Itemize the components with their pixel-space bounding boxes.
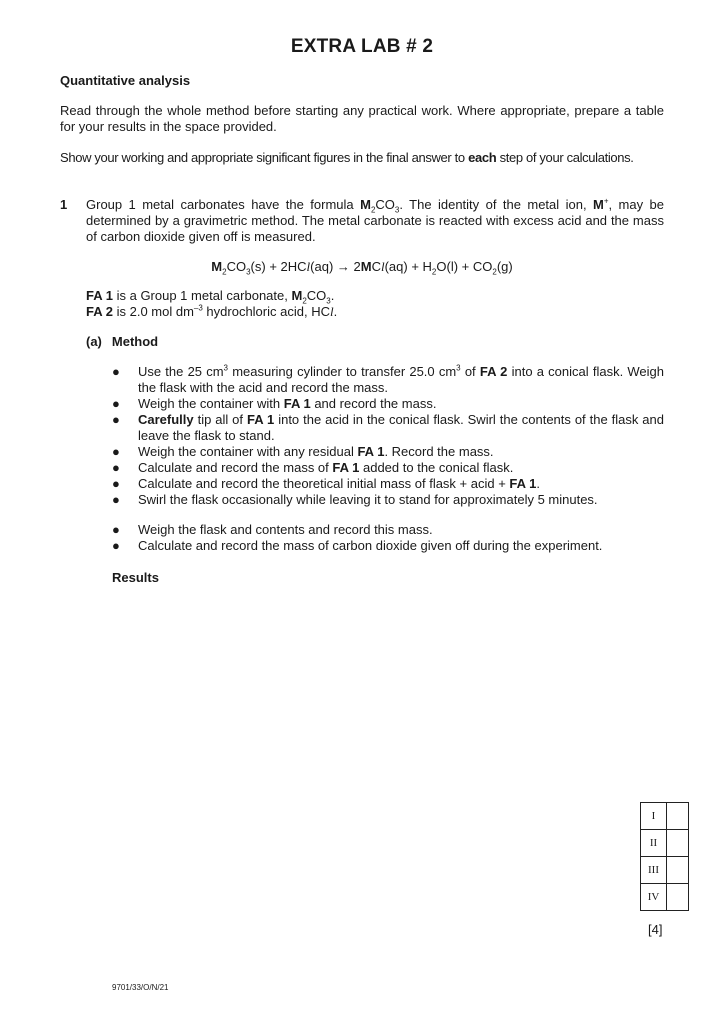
mark-box xyxy=(667,884,689,911)
method-step: ● Use the 25 $cm^3$ measuring cylinder to transfer 25.0 $cm^3$ of FA 2 into a conical flask. Weigh the flask with the acid and record the mass. xyxy=(112,363,664,395)
marks-row xyxy=(641,830,689,857)
method-step: ● Calculate and record the mass of FA 1 added to the conical flask. xyxy=(112,460,514,475)
part-a-heading: (a) Method xyxy=(86,334,159,349)
mark-label: I xyxy=(641,803,667,830)
working-instruction: Show your working and appropriate significant figures in the final answer to each step of your calculations. xyxy=(60,150,634,165)
method-step: ● Weigh the flask and contents and record this mass. xyxy=(112,522,433,537)
method-step: ● Swirl the flask occasionally while leaving it to stand for approximately 5 minutes. xyxy=(112,492,598,507)
method-step: ● Carefully tip all of FA 1 into the acid in the conical flask. Swirl the contents of the flask and leave the flask to stand. xyxy=(112,412,664,443)
question-number: 1 xyxy=(60,197,68,212)
total-marks: [4] xyxy=(648,922,663,937)
method-step: ● Weigh the container with any residual FA 1. Record the mass. xyxy=(112,444,494,459)
mark-box xyxy=(667,803,689,830)
marks-row xyxy=(641,884,689,911)
method-step: ● Calculate and record the mass of carbon dioxide given off during the experiment. xyxy=(112,538,603,553)
marks-table xyxy=(640,802,689,911)
question-text: Group 1 metal carbonates have the formula $M_2CO_3$. The identity of the metal ion, M+, may be determined by a gravimetric method. The metal carbonate is reacted with excess acid and the mass of carbon dioxide given off is measured. xyxy=(86,196,664,244)
method-step: ● Weigh the container with FA 1 and record the mass. xyxy=(112,396,437,411)
mark-box xyxy=(667,830,689,857)
reaction-equation: $M_2CO_3(s) + 2HCl(aq) \to 2MCl(aq) + H_2O(l) + CO_2(g)$ xyxy=(211,259,513,277)
page-title: EXTRA LAB # 2 xyxy=(290,36,434,57)
method-steps-list xyxy=(112,364,664,508)
marks-row xyxy=(641,803,689,830)
mark-label: II xyxy=(641,830,667,857)
section-heading: Quantitative analysis xyxy=(60,73,191,88)
fa1-description: FA 1 is a Group 1 metal carbonate, $M_2CO_3$. xyxy=(86,288,335,306)
mark-box xyxy=(667,857,689,884)
paper-code: 9701/33/O/N/21 xyxy=(112,983,169,992)
method-steps-list-continued xyxy=(112,522,664,554)
marks-row xyxy=(641,857,689,884)
mark-label: III xyxy=(641,857,667,884)
mark-label: IV xyxy=(641,884,667,911)
instructions-paragraph: Read through the whole method before starting any practical work. Where appropriate, prepare a table for your results in the space provided. xyxy=(60,103,664,134)
method-step: ● Calculate and record the theoretical initial mass of flask + acid + FA 1. xyxy=(112,476,541,491)
results-heading: Results xyxy=(112,570,159,585)
fa2-description: FA 2 is 2.0 mol $dm^{-3}$ hydrochloric acid, HCl. xyxy=(86,303,338,319)
